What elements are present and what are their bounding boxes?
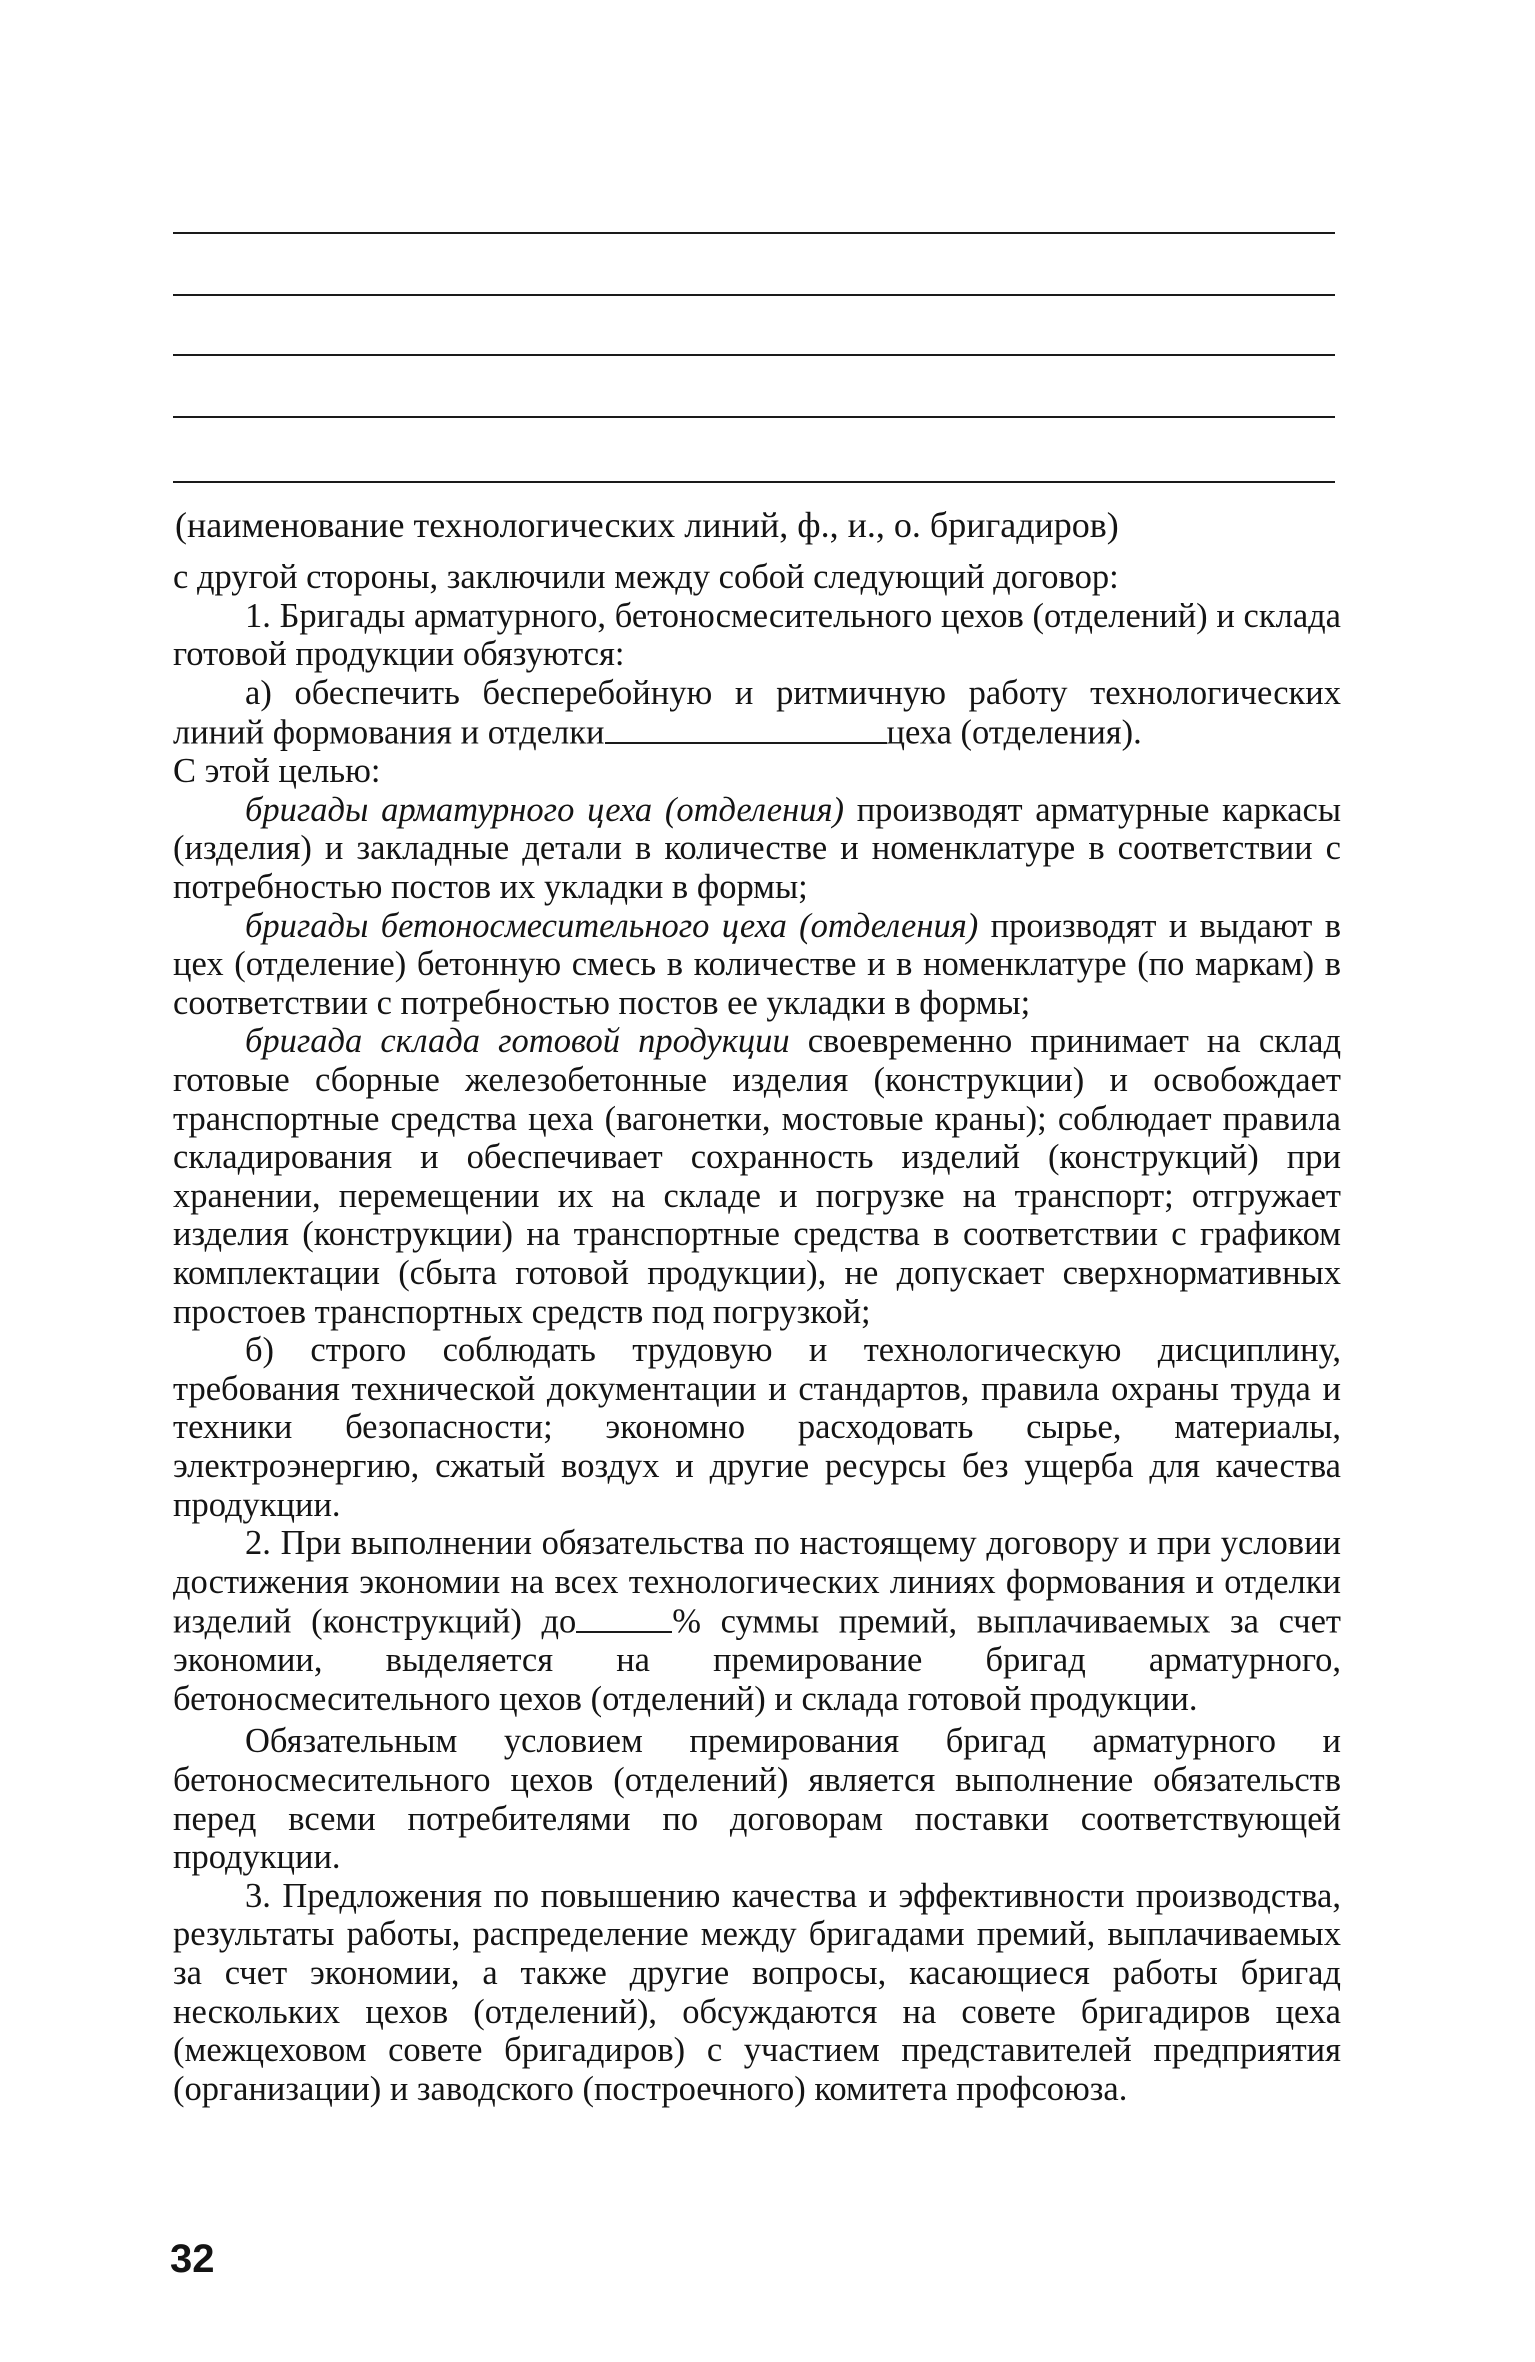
- fill-line-caption: (наименование технологических линий, ф., и., о. бригадиров): [175, 505, 1119, 545]
- warehouse-brigade-paragraph: [173, 1022, 1341, 1331]
- fill-in-line-3: [173, 354, 1335, 356]
- fill-in-line-1: [173, 232, 1335, 234]
- clause-2-text: 2. При выполнении обязательства по настоящему договору и при условии достижения экономии на всех технологических линиях формования и отделки изделий (конструкций) до: [173, 1524, 1341, 1641]
- warehouse-brigade-title: бригада склада готовой продукции: [245, 1022, 790, 1061]
- clause-3: 3. Предложения по повышению качества и эффективности производства, результаты работы, распределение между бригадами премий, выплачиваемых за счет экономии, а также другие вопросы, касающиеся работы бригад нескольких цехов (отделений), обсуждаются на совете бригадиров цеха (межцеховом совете бригадиров) с участием представителей предприятия (организации) и заводского (построечного) комитета профсоюза.: [173, 1876, 1341, 2108]
- workshop-blank: [605, 712, 887, 743]
- fill-in-line-5: [173, 481, 1335, 483]
- clause-1: 1. Бригады арматурного, бетоносмесительного цехов (отделений) и склада готовой продукции обязуются:: [173, 596, 1341, 674]
- concrete-brigade-title: бригады бетоносмесительного цеха (отделения): [245, 906, 979, 945]
- intro-line: с другой стороны, заключили между собой следующий договор:: [173, 558, 1119, 596]
- armature-brigade-title: бригады арматурного цеха (отделения): [245, 790, 844, 829]
- armature-brigade-paragraph: [173, 791, 1341, 907]
- clause-1a: [173, 674, 1341, 753]
- armature-brigade-text: производят арматурные каркасы (изделия) и закладные детали в количестве и номенклатуре в соответствии с потребностью постов их укладки в формы;: [173, 790, 1342, 907]
- fill-in-line-4: [173, 416, 1335, 418]
- clause-1b: б) строго соблюдать трудовую и технологическую дисциплину, требования технической документации и стандартов, правила охраны труда и техники безопасности; экономно расходовать сырье, материалы, электроэнергию, сжатый воздух и другие ресурсы без ущерба для качества продукции.: [173, 1331, 1341, 1524]
- document-body: [173, 558, 1341, 2108]
- fill-in-line-2: [173, 294, 1335, 296]
- clause-1a-text-end: цеха (отделения).: [886, 713, 1142, 752]
- concrete-brigade-paragraph: [173, 907, 1341, 1023]
- clause-2-condition: Обязательным условием премирования бригад арматурного и бетоносмесительного цехов (отделений) является выполнение обязательств перед всеми потребителями по договорам поставки соответствующей продукции.: [173, 1722, 1341, 1877]
- percent-blank: [576, 1601, 672, 1632]
- clause-2-text-end: % суммы премий, выплачиваемых за счет экономии, выделяется на премирование бригад арматурного, бетоносмесительного цехов (отделений) и склада готовой продукции.: [173, 1602, 1341, 1718]
- clause-2: [173, 1524, 1341, 1718]
- clause-1a-tail: С этой целью:: [173, 752, 381, 791]
- clause-1a-text: а) обеспечить бесперебойную и ритмичную работу технологических линий формования и отделки: [173, 673, 1341, 752]
- warehouse-brigade-text: своевременно принимает на склад готовые сборные железобетонные изделия (конструкции) и освобождает транспортные средства цеха (вагонетки, мостовые краны); соблюдает правила складирования и обеспечивает сохранность изделий (конструкций) при хранении, перемещении их на складе и погрузке на транспорт; отгружает изделия (конструкции) на транспортные средства в соответствии с графиком комплектации (сбыта готовой продукции), не допускает сверхнормативных простоев транспортных средств под погрузкой;: [173, 1022, 1341, 1331]
- concrete-brigade-text: производят и выдают в цех (отделение) бетонную смесь в количестве и в номенклатуре (по маркам) в соответствии с потребностью постов ее укладки в формы;: [173, 906, 1341, 1022]
- page-number: 32: [170, 2237, 215, 2281]
